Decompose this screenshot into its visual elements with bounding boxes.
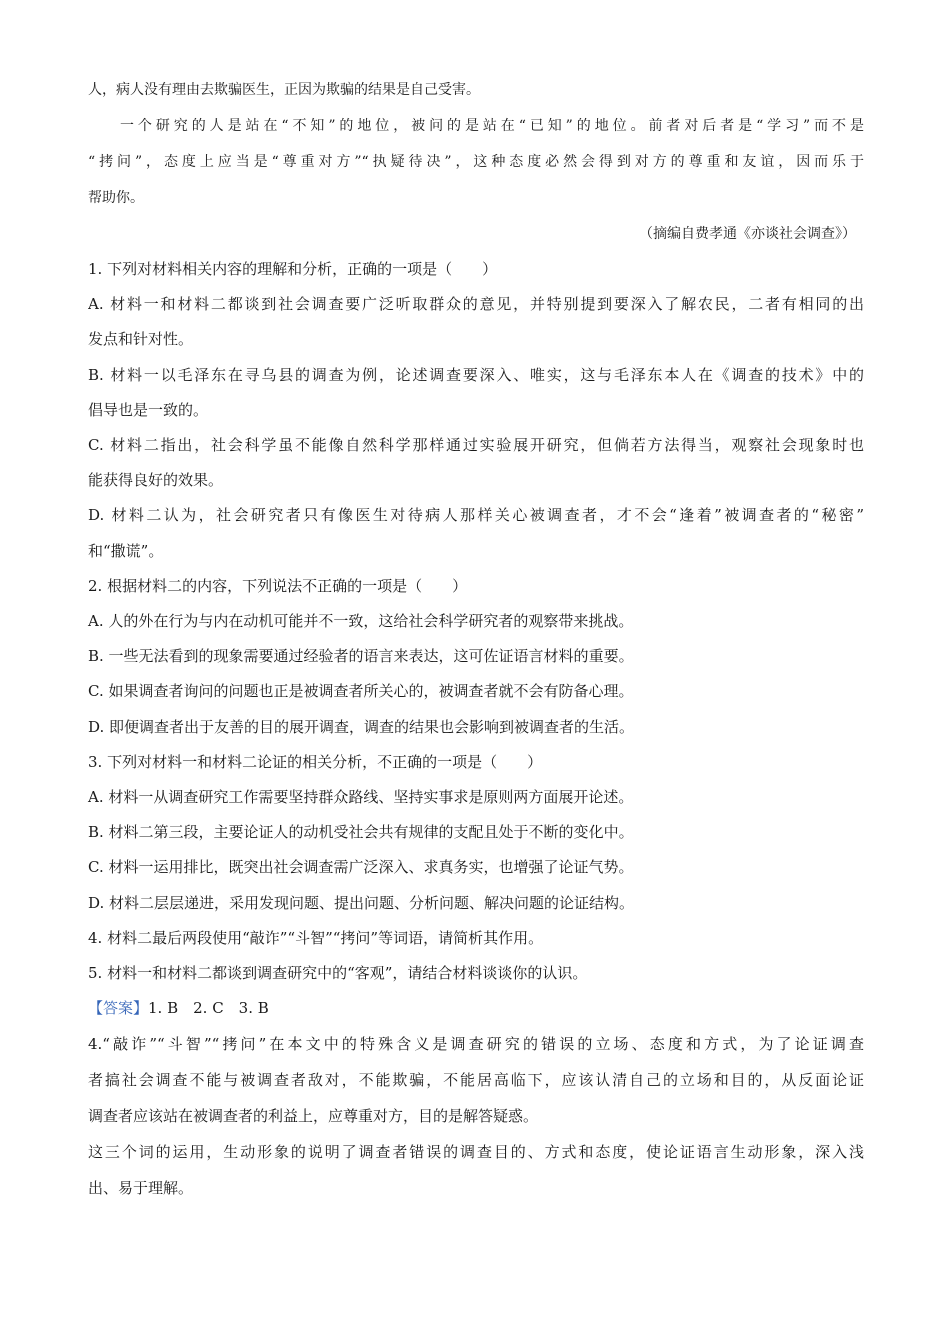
option-c-cont: 能获得良好的效果。 [88, 471, 224, 490]
answer-tag: 【答案】 [88, 999, 149, 1018]
question-2 [88, 569, 864, 745]
question-stem: 2. 根据材料二的内容，下列说法不正确的一项是（ ） [88, 576, 468, 595]
option-c: C. 材料一运用排比，既突出社会调查需广泛深入、求真务实，也增强了论证气势。 [88, 858, 634, 877]
option-a: A. 人的外在行为与内在动机可能并不一致，这给社会科学研究者的观察带来挑战。 [88, 612, 634, 631]
question-4: 4. 材料二最后两段使用“敲诈”“斗智”“拷问”等词语，请简析其作用。 [88, 928, 544, 947]
answer-q4-line: 4.“敲诈”“斗智”“拷问”在本文中的特殊含义是调查研究的错误的立场、态度和方式，为了论证调查 [88, 1035, 864, 1054]
answer-q4-line: 出、易于理解。 [88, 1179, 194, 1198]
answer-choices: 1. B 2. C 3. B [148, 999, 269, 1018]
answer-q4-line: 调查者应该站在被调查者的利益上，应尊重对方，目的是解答疑惑。 [88, 1107, 539, 1126]
question-3 [88, 745, 864, 921]
passage-line: 人，病人没有理由去欺骗医生，正因为欺骗的结果是自己受害。 [88, 82, 480, 98]
passage-line: 一个研究的人是站在“不知”的地位，被问的是站在“已知”的地位。前者对后者是“学习”而不是 [120, 118, 864, 134]
option-a: A. 材料一从调查研究工作需要坚持群众路线、坚持实事求是原则两方面展开论述。 [88, 788, 634, 807]
passage-line: 帮助你。 [88, 190, 144, 206]
option-b-cont: 倡导也是一致的。 [88, 400, 209, 419]
question-stem: 3. 下列对材料一和材料二论证的相关分析，不正确的一项是（ ） [88, 752, 543, 771]
question-5: 5. 材料一和材料二都谈到调查研究中的“客观”，请结合材料谈谈你的认识。 [88, 964, 588, 983]
option-a-cont: 发点和针对性。 [88, 330, 194, 349]
question-1 [88, 252, 864, 569]
answer-q4-line: 这三个词的运用，生动形象的说明了调查者错误的调查目的、方式和态度，使论证语言生动形象，深入浅 [88, 1143, 864, 1162]
answer-choices-line [88, 991, 864, 1026]
option-d: D. 即便调查者出于友善的目的展开调查，调查的结果也会影响到被调查者的生活。 [88, 717, 635, 736]
option-c: C. 材料二指出，社会科学虽不能像自然科学那样通过实验展开研究，但倘若方法得当，观察社会现象时也 [88, 436, 864, 455]
option-d: D. 材料二认为，社会研究者只有像医生对待病人那样关心被调查者，才不会“逢着”被调查者的“秘密” [88, 506, 864, 525]
answer-section [88, 991, 864, 1206]
option-d-cont: 和“撒谎”。 [88, 541, 164, 560]
answer-q4-line: 者搞社会调查不能与被调查者敌对，不能欺骗，不能居高临下，应该认清自己的立场和目的，从反面论证 [88, 1071, 864, 1090]
option-b: B. 一些无法看到的现象需要通过经验者的语言来表达，这可佐证语言材料的重要。 [88, 647, 634, 666]
option-b: B. 材料一以毛泽东在寻乌县的调查为例，论述调查要深入、唯实，这与毛泽东本人在《调查的技术》中的 [88, 365, 864, 384]
question-stem: 1. 下列对材料相关内容的理解和分析，正确的一项是（ ） [88, 260, 498, 278]
document-page [88, 72, 864, 1206]
option-a: A. 材料一和材料二都谈到社会调查要广泛听取群众的意见，并特别提到要深入了解农民，二者有相同的出 [88, 295, 864, 314]
option-b: B. 材料二第三段，主要论证人的动机受社会共有规律的支配且处于不断的变化中。 [88, 823, 634, 842]
passage-line: “拷问”，态度上应当是“尊重对方”“执疑待决”，这种态度必然会得到对方的尊重和友谊，因而乐于 [88, 154, 864, 170]
option-d: D. 材料二层层递进，采用发现问题、提出问题、分析问题、解决问题的论证结构。 [88, 893, 635, 912]
source-citation: （摘编自费孝通《亦谈社会调查》） [639, 226, 856, 242]
option-c: C. 如果调查者询问的问题也正是被调查者所关心的，被调查者就不会有防备心理。 [88, 682, 634, 701]
